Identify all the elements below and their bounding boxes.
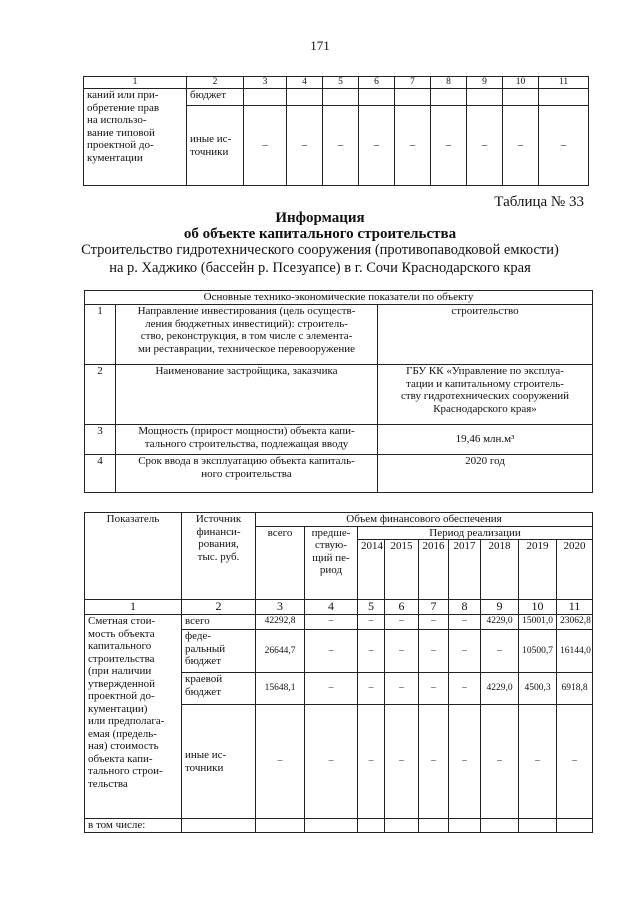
indicator-value: ГБУ КК «Управление по эксплуа- тации и капитальному строитель- ству гидротехнических сооружений Краснодарского края» <box>378 365 593 425</box>
table-cell: – <box>385 705 419 819</box>
object-name-line1: Строительство гидротехнического сооружения (противопаводковой емкости) <box>81 242 559 258</box>
table-cell: – <box>467 106 503 186</box>
table-cell: 4500,3 <box>519 673 557 705</box>
indicators-table <box>84 290 593 493</box>
table-cell: – <box>256 705 305 819</box>
table-cell: 4229,0 <box>481 673 519 705</box>
table-cell: – <box>385 630 419 673</box>
col-num: 7 <box>419 600 449 615</box>
year-header: 2020 <box>557 540 593 600</box>
col-num: 4 <box>287 77 323 89</box>
table-cell: – <box>449 615 481 630</box>
col-num: 11 <box>557 600 593 615</box>
indicator-value: 19,46 млн.м³ <box>378 425 593 455</box>
table-row <box>85 425 593 455</box>
column-number-row <box>84 77 589 89</box>
col-num: 6 <box>359 77 395 89</box>
col-num: 8 <box>431 77 467 89</box>
table-cell: – <box>385 615 419 630</box>
col-num: 11 <box>539 77 589 89</box>
source-cell: краевой бюджет <box>182 673 256 705</box>
indicator-cell: каний или при- обретение прав на использо- вание типовой проектной до- кументации <box>84 89 187 186</box>
period-header: Период реализации <box>358 526 593 540</box>
row-number: 4 <box>85 455 116 493</box>
footer-label: в том числе: <box>85 819 182 833</box>
finance-table <box>84 512 593 833</box>
indicator-label: Наименование застройщика, заказчика <box>116 365 378 425</box>
table-cell: – <box>305 615 358 630</box>
col-num: 7 <box>395 77 431 89</box>
col-num: 1 <box>85 600 182 615</box>
table-cell: – <box>385 673 419 705</box>
col-num: 2 <box>182 600 256 615</box>
table-cell: – <box>419 673 449 705</box>
table-row <box>85 819 593 833</box>
table-cell: – <box>305 630 358 673</box>
table-cell: – <box>358 705 385 819</box>
indicators-title: Основные технико-экономические показатели по объекту <box>85 291 593 305</box>
col-num: 6 <box>385 600 419 615</box>
table-cell: – <box>358 630 385 673</box>
year-header: 2016 <box>419 540 449 600</box>
table-cell: – <box>449 630 481 673</box>
table-cell: – <box>419 615 449 630</box>
table-cell: – <box>244 106 287 186</box>
table-cell: – <box>539 106 589 186</box>
table-cell: 23062,8 <box>557 615 593 630</box>
indicator-cell: Сметная стои- мость объекта капитального строительства (при наличии утвержденной проектной до- кументации) или предполага- емая (предель- ная) стоимость объекта капи- тального строи- тельства <box>85 615 182 819</box>
source-cell: всего <box>182 615 256 630</box>
table-cell: 15648,1 <box>256 673 305 705</box>
table-cell: 16144,0 <box>557 630 593 673</box>
table-cell: – <box>395 106 431 186</box>
col-total-header: всего <box>256 526 305 600</box>
table-cell: – <box>481 630 519 673</box>
col-num: 3 <box>244 77 287 89</box>
col-num: 5 <box>358 600 385 615</box>
table-cell: – <box>305 705 358 819</box>
source-cell: феде- ральный бюджет <box>182 630 256 673</box>
col-num: 2 <box>187 77 244 89</box>
col-num: 8 <box>449 600 481 615</box>
table-cell: 26644,7 <box>256 630 305 673</box>
object-name-line2: на р. Хаджико (бассейн р. Псезуапсе) в г. Сочи Краснодарского края <box>109 260 531 276</box>
table-cell: 6918,8 <box>557 673 593 705</box>
indicator-label: Срок ввода в эксплуатацию объекта капиталь- ного строительства <box>116 455 378 493</box>
source-cell: бюджет <box>187 89 244 106</box>
table-cell: – <box>449 673 481 705</box>
table-cell: – <box>358 615 385 630</box>
col-num: 10 <box>503 77 539 89</box>
table-cell: – <box>287 106 323 186</box>
indicator-label: Направление инвестирования (цель осуществ- ления бюджетных инвестиций): строитель- ство, реконструкция, в том числе с элемента- ми реставрации, техническое перевооружение <box>116 305 378 365</box>
table-row <box>85 615 593 630</box>
row-number: 2 <box>85 365 116 425</box>
volume-header: Объем финансового обеспечения <box>256 513 593 527</box>
indicator-label: Мощность (прирост мощности) объекта капи- тального строительства, подлежащая вводу <box>116 425 378 455</box>
heading-title: Информация <box>275 210 365 226</box>
table-row <box>85 455 593 493</box>
indicator-value: 2020 год <box>378 455 593 493</box>
year-header: 2015 <box>385 540 419 600</box>
continuation-table <box>83 76 589 186</box>
table-row <box>85 365 593 425</box>
row-number: 1 <box>85 305 116 365</box>
col-num: 10 <box>519 600 557 615</box>
col-source-header: Источник финанси- рования, тыс. руб. <box>182 513 256 600</box>
table-row <box>85 305 593 365</box>
source-cell: иные ис- точники <box>187 106 244 186</box>
col-num: 4 <box>305 600 358 615</box>
table-cell: – <box>419 705 449 819</box>
col-num: 9 <box>467 77 503 89</box>
col-indicator-header: Показатель <box>85 513 182 600</box>
col-num: 3 <box>256 600 305 615</box>
table-cell: – <box>358 673 385 705</box>
table-cell: – <box>431 106 467 186</box>
table-cell: 15001,0 <box>519 615 557 630</box>
table-cell: – <box>419 630 449 673</box>
year-header: 2019 <box>519 540 557 600</box>
year-header: 2017 <box>449 540 481 600</box>
table-cell: – <box>449 705 481 819</box>
table-cell: – <box>359 106 395 186</box>
column-number-row <box>85 600 593 615</box>
indicator-value: строительство <box>378 305 593 365</box>
table-cell: 4229,0 <box>481 615 519 630</box>
source-cell: иные ис- точники <box>182 705 256 819</box>
page-number: 171 <box>310 38 330 53</box>
table-cell: – <box>503 106 539 186</box>
table-cell: – <box>481 705 519 819</box>
heading-subtitle: об объекте капитального строительства <box>183 226 457 242</box>
table-cell: 42292,8 <box>256 615 305 630</box>
table-cell: – <box>323 106 359 186</box>
table-row <box>84 89 589 106</box>
col-num: 1 <box>84 77 187 89</box>
year-header: 2014 <box>358 540 385 600</box>
table-cell: – <box>557 705 593 819</box>
table-cell: – <box>305 673 358 705</box>
col-prev-header: предше- ствую- щий пе- риод <box>305 526 358 600</box>
table-number: Таблица № 33 <box>494 194 584 210</box>
table-cell: 10500,7 <box>519 630 557 673</box>
table-cell: – <box>519 705 557 819</box>
col-num: 9 <box>481 600 519 615</box>
col-num: 5 <box>323 77 359 89</box>
year-header: 2018 <box>481 540 519 600</box>
row-number: 3 <box>85 425 116 455</box>
